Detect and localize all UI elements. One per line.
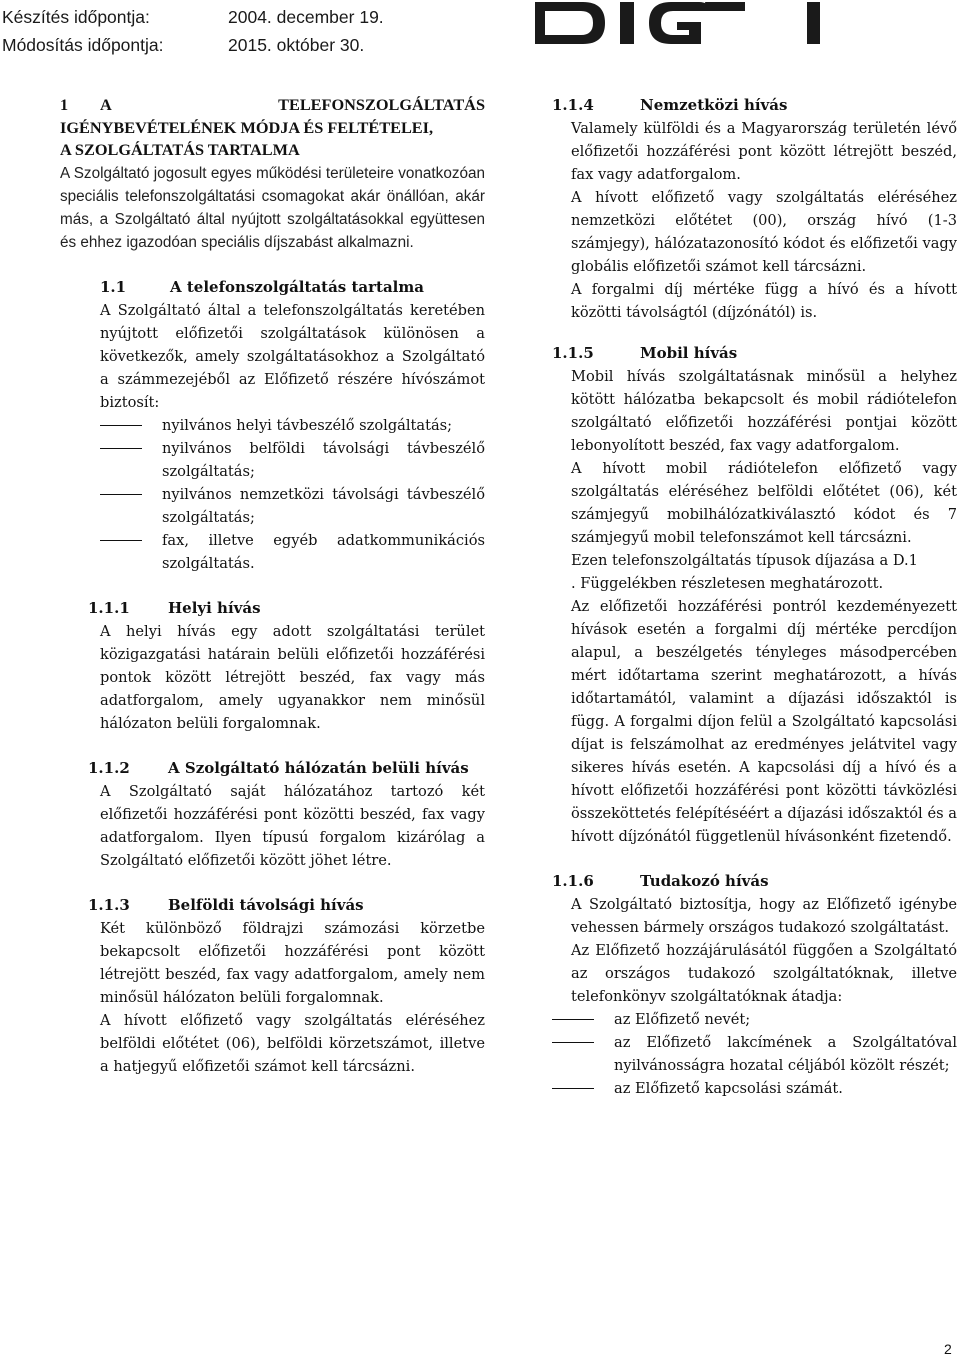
section-title: Nemzetközi hívás xyxy=(640,96,788,114)
section-1-1-5-p4: Az előfizetői hozzáférési pontról kezdeményezett hívások esetén a forgalmi díj mértéke percdíjon alapul, a beszélgetés tényleges másodpercében mért időtartama szerint meghatározott, a hívás időtartamától, valamint a díjazási időszaktól is függ. A forgalmi díjon felül a Szolgáltató kapcsolási díjat is felszámolhat az eredményes jelátvitel vagy sikeres hívás esetén. A kapcsolási díj a hívó és a hívott előfizetői hozzáférési pont közötti távközlési összeköttetés felépítéséért a díjazási időszaktól és a hívott díjzónától függetlenül hívásonként fizetendő. xyxy=(571,598,957,845)
digi-logo xyxy=(535,2,820,44)
modified-date: 2015. október 30. xyxy=(228,35,365,55)
section-1-1-6-p2: Az Előfizető hozzájárulásától függően a Szolgáltató az országos tudakozó szolgáltatóknak, illetve telefonkönyv szolgáltatóknak átadja: xyxy=(571,942,957,1005)
section-number: 1.1.4 xyxy=(552,96,594,114)
section-1-1-2-body: A Szolgáltató saját hálózatához tartozó két előfizetői hozzáférési pont közötti beszéd, fax vagy adatforgalom. Ilyen típusú forgalom kizárólag a Szolgáltató előfizetői között jöhet létre. xyxy=(100,782,485,869)
heading-word: A xyxy=(100,95,112,114)
section-number: 1.1 xyxy=(100,277,127,296)
section-1-1-heading xyxy=(60,276,485,299)
section-title: Tudakozó hívás xyxy=(640,872,769,890)
page-number: 2 xyxy=(944,1341,952,1357)
section-title: Belföldi távolsági hívás xyxy=(168,895,364,914)
list-item: nyilvános helyi távbeszélő szolgáltatás; xyxy=(100,414,485,437)
section-title: Mobil hívás xyxy=(640,344,738,362)
left-column xyxy=(60,94,485,1078)
section-1-intro: A Szolgáltató jogosult egyes működési területeire vonatkozóan speciális telefonszolgáltatási csomagokat akár önállóan, akár más, a Szolgáltató által nyújtott szolgáltatásokkal együttesen és ehhez igazodóan speciális díjszabást alkalmazni. xyxy=(60,164,485,251)
list-item: nyilvános belföldi távolsági távbeszélő szolgáltatás; xyxy=(100,437,485,483)
dash-bullet xyxy=(552,1008,614,1031)
section-1-1-6-heading xyxy=(552,870,957,893)
section-number: 1.1.6 xyxy=(552,872,594,890)
section-1-1-5-p3b: . Függelékben részletesen meghatározott. xyxy=(571,575,884,592)
list-item: az Előfizető lakcímének a Szolgáltatóval nyilvánosságra hozatal céljából közölt részét; xyxy=(552,1031,957,1077)
section-1-heading-cont xyxy=(60,117,485,162)
directory-data-list xyxy=(552,1008,957,1100)
section-1-1-4-p1: Valamely külföldi és a Magyarország területén lévő előfizetői hozzáférési pont között létrejött beszéd, fax vagy adatforgalom. xyxy=(571,120,957,183)
section-1-1-4-p2: A hívott előfizető vagy szolgáltatás eléréséhez nemzetközi előtétet (00), ország hívó (1-3 számjegy), hálózatazonosító kódot és előfizetői vagy globális előfizetői számot kell tárcsázni. xyxy=(571,189,957,275)
section-1-1-2-heading xyxy=(60,757,485,780)
dash-bullet xyxy=(552,1077,614,1100)
list-item: fax, illetve egyéb adatkommunikációs szolgáltatás. xyxy=(100,529,485,575)
section-1-1-1-heading xyxy=(60,597,485,620)
dash-bullet xyxy=(100,483,162,529)
dash-bullet xyxy=(100,529,162,575)
section-number: 1.1.2 xyxy=(88,758,130,777)
section-number: 1.1.3 xyxy=(88,895,130,914)
section-1-1-4-heading xyxy=(552,94,957,117)
dash-bullet xyxy=(552,1031,614,1077)
created-label: Készítés időpontja: xyxy=(2,7,150,27)
list-item: az Előfizető nevét; xyxy=(552,1008,957,1031)
section-1-1-3-p1: Két különböző földrajzi számozási körzetbe bekapcsolt előfizetői hozzáférési pont között létrejött beszéd, fax vagy adatforgalom, amely nem minősül hálózaton belüli forgalomnak. xyxy=(100,919,485,1006)
section-1-1-1-body: A helyi hívás egy adott szolgáltatási terület közigazgatási határain belüli előfizetői hozzáférési pontok között létrejött beszéd, fax vagy más adatforgalom, amely ugyanakkor nem minősül hálózaton belüli forgalomnak. xyxy=(100,622,485,732)
section-1-heading xyxy=(60,94,485,117)
section-1-1-5-heading xyxy=(552,342,957,365)
section-1-1-5-p2: A hívott mobil rádiótelefon előfizető vagy szolgáltatás eléréséhez belföldi előtétet (06), két számjegyű mobilhálózatkiválasztó kódot és 7 számjegyű mobil telefonszámot kell tárcsázni. xyxy=(571,460,957,546)
section-1-1-6-p1: A Szolgáltató biztosítja, hogy az Előfizető igénybe vehessen bármely országos tudakozó szolgáltatást. xyxy=(571,896,957,936)
section-1-1-5-p1: Mobil hívás szolgáltatásnak minősül a helyhez kötött hálózatba bekapcsolt és mobil rádiótelefon szolgáltató előfizetői hozzáférési pontjai között lebonyolított beszéd, fax vagy adatforgalom. xyxy=(571,368,957,454)
section-1-1-5-p3a: Ezen telefonszolgáltatás típusok díjazása a D.1 xyxy=(571,552,918,569)
heading-word: TELEFONSZOLGÁLTATÁS xyxy=(278,95,485,114)
heading-line: IGÉNYBEVÉTELÉNEK MÓDJA ÉS FELTÉTELEI, xyxy=(60,117,434,137)
section-number: 1 xyxy=(60,95,69,114)
dash-bullet xyxy=(100,437,162,483)
dash-bullet xyxy=(100,414,162,437)
list-item: az Előfizető kapcsolási számát. xyxy=(552,1077,957,1100)
section-1-1-body: A Szolgáltató által a telefonszolgáltatás keretében nyújtott előfizetői szolgáltatások különösen a következők, amely szolgáltatásokhoz a Szolgáltató a számmezejéből az Előfizető részére hívószámot biztosít: xyxy=(100,301,485,411)
section-title: Helyi hívás xyxy=(168,598,261,617)
created-date: 2004. december 19. xyxy=(228,7,384,27)
list-item: nyilvános nemzetközi távolsági távbeszélő szolgáltatás; xyxy=(100,483,485,529)
section-1-1-3-p2: A hívott előfizető vagy szolgáltatás eléréséhez belföldi előtétet (06), belföldi körzetszámot, illetve a hatjegyű előfizetői számot kell tárcsázni. xyxy=(100,1011,485,1075)
section-1-1-4-p3: A forgalmi díj mértéke függ a hívó és a hívott közötti távolságtól (díjzónától) is. xyxy=(571,281,957,321)
modified-label: Módosítás időpontja: xyxy=(2,35,164,55)
heading-line: A SZOLGÁLTATÁS TARTALMA xyxy=(60,140,300,159)
section-1-1-3-heading xyxy=(60,894,485,917)
section-title: A telefonszolgáltatás tartalma xyxy=(170,277,424,296)
right-column xyxy=(552,94,957,1100)
section-number: 1.1.5 xyxy=(552,344,594,362)
service-list xyxy=(100,414,485,575)
section-number: 1.1.1 xyxy=(88,598,130,617)
section-title: A Szolgáltató hálózatán belüli hívás xyxy=(168,758,469,777)
